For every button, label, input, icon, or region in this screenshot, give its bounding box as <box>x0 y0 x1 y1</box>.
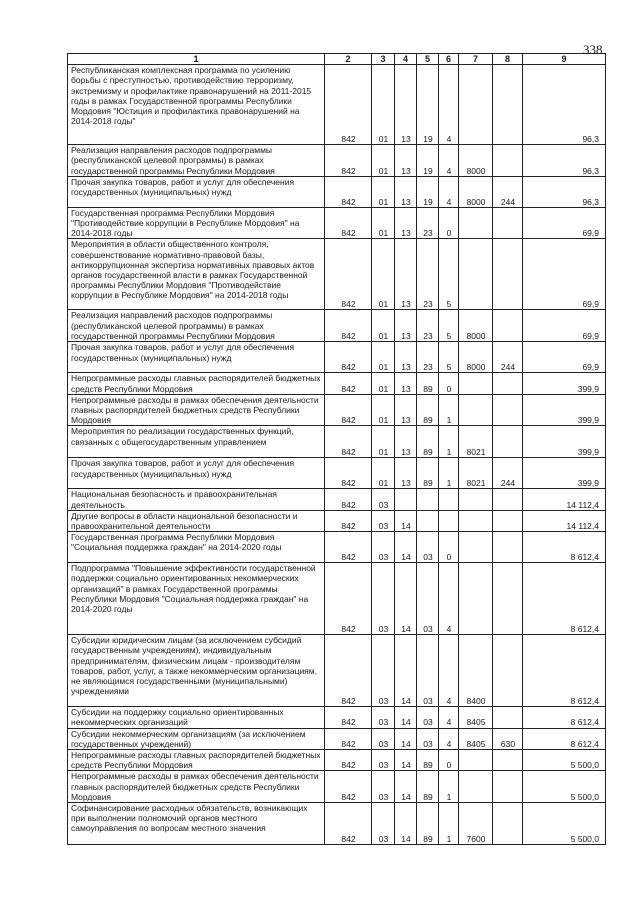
code-vr <box>493 563 523 635</box>
code-pr: 14 <box>395 510 417 531</box>
code-cs1 <box>417 489 439 510</box>
code-vr <box>493 707 523 728</box>
code-cs3: 8000 <box>459 310 493 342</box>
code-cs2: 4 <box>439 707 459 728</box>
row-description: Реализация направления расходов подпрограммы (республиканской целевой программы) в рамках государственной программы Республики Мордовия <box>68 145 325 177</box>
code-rz: 01 <box>372 458 395 489</box>
code-grbs: 842 <box>325 145 372 177</box>
code-cs1: 03 <box>417 635 439 707</box>
code-cs1: 03 <box>417 728 439 749</box>
code-pr: 13 <box>395 426 417 458</box>
code-pr: 14 <box>395 771 417 803</box>
code-cs2: 4 <box>439 176 459 207</box>
amount-cell: 69,9 <box>523 239 606 310</box>
code-rz: 01 <box>372 310 395 342</box>
code-pr: 13 <box>395 239 417 310</box>
amount-cell: 8 612,4 <box>523 728 606 749</box>
code-cs3 <box>459 750 493 771</box>
row-description: Национальная безопасность и правоохранительная деятельность <box>68 489 325 510</box>
code-cs1: 19 <box>417 145 439 177</box>
code-rz: 01 <box>372 207 395 239</box>
row-description: Республиканская комплексная программа по усилению борьбы с преступностью, противодействию терроризму, экстремизму и профилактике правонарушений на 2011-2015 годы в рамках Государственной программы Республики Мордовия "Юстиция и профилактика правонарушений на 2014-2018 годы" <box>68 65 325 145</box>
code-cs3 <box>459 771 493 803</box>
code-grbs: 842 <box>325 426 372 458</box>
table-row <box>68 145 606 177</box>
table-row <box>68 563 606 635</box>
amount-cell: 399,9 <box>523 394 606 426</box>
code-cs3 <box>459 510 493 531</box>
code-rz: 01 <box>372 145 395 177</box>
code-cs1: 89 <box>417 373 439 394</box>
code-cs3: 8000 <box>459 176 493 207</box>
table-row <box>68 394 606 426</box>
code-rz: 01 <box>372 65 395 145</box>
code-pr: 13 <box>395 207 417 239</box>
amount-cell: 399,9 <box>523 426 606 458</box>
code-grbs: 842 <box>325 563 372 635</box>
table-row <box>68 728 606 749</box>
code-vr <box>493 426 523 458</box>
amount-cell: 8 612,4 <box>523 707 606 728</box>
code-vr <box>493 239 523 310</box>
code-cs2: 0 <box>439 532 459 563</box>
table-row <box>68 489 606 510</box>
code-cs2: 4 <box>439 563 459 635</box>
code-cs1: 19 <box>417 65 439 145</box>
col-header: 5 <box>417 54 439 65</box>
code-grbs: 842 <box>325 239 372 310</box>
code-vr <box>493 750 523 771</box>
code-cs2: 1 <box>439 803 459 845</box>
row-description: Мероприятия по реализации государственных функций, связанных с общегосударственным управлением <box>68 426 325 458</box>
code-cs1: 89 <box>417 394 439 426</box>
code-pr: 14 <box>395 728 417 749</box>
code-vr <box>493 65 523 145</box>
code-grbs: 842 <box>325 771 372 803</box>
amount-cell: 8 612,4 <box>523 635 606 707</box>
code-grbs: 842 <box>325 532 372 563</box>
code-vr <box>493 310 523 342</box>
table-row <box>68 803 606 845</box>
code-rz: 01 <box>372 373 395 394</box>
code-cs2: 0 <box>439 750 459 771</box>
code-cs2: 4 <box>439 728 459 749</box>
row-description: Государственная программа Республики Мордовия "Противодействие коррупции в Республике Мордовия" на 2014-2018 годы <box>68 207 325 239</box>
code-vr <box>493 510 523 531</box>
code-cs1: 23 <box>417 310 439 342</box>
code-rz: 03 <box>372 489 395 510</box>
code-cs2 <box>439 489 459 510</box>
code-cs1: 89 <box>417 458 439 489</box>
budget-table <box>67 53 606 845</box>
row-description: Прочая закупка товаров, работ и услуг для обеспечения государственных (муниципальных) нужд <box>68 342 325 373</box>
code-vr <box>493 207 523 239</box>
code-cs2: 1 <box>439 458 459 489</box>
amount-cell: 69,9 <box>523 342 606 373</box>
code-vr <box>493 771 523 803</box>
code-cs2: 5 <box>439 239 459 310</box>
col-header: 2 <box>325 54 372 65</box>
code-cs3 <box>459 532 493 563</box>
code-vr <box>493 489 523 510</box>
code-pr: 13 <box>395 145 417 177</box>
code-cs3: 8405 <box>459 728 493 749</box>
code-vr <box>493 532 523 563</box>
code-pr: 14 <box>395 707 417 728</box>
code-grbs: 842 <box>325 635 372 707</box>
code-cs2: 4 <box>439 65 459 145</box>
code-grbs: 842 <box>325 176 372 207</box>
code-cs2: 1 <box>439 426 459 458</box>
table-row <box>68 771 606 803</box>
code-rz: 03 <box>372 707 395 728</box>
code-rz: 01 <box>372 426 395 458</box>
code-rz: 01 <box>372 394 395 426</box>
col-header: 1 <box>68 54 325 65</box>
code-cs2: 1 <box>439 394 459 426</box>
row-description: Непрограммные расходы главных распорядителей бюджетных средств Республики Мордовия <box>68 750 325 771</box>
code-pr: 13 <box>395 458 417 489</box>
code-cs3 <box>459 207 493 239</box>
code-cs3 <box>459 239 493 310</box>
code-pr <box>395 489 417 510</box>
table-row <box>68 707 606 728</box>
code-cs2: 1 <box>439 771 459 803</box>
table-row <box>68 65 606 145</box>
code-grbs: 842 <box>325 728 372 749</box>
code-vr: 244 <box>493 176 523 207</box>
code-cs2: 5 <box>439 342 459 373</box>
code-cs2: 4 <box>439 145 459 177</box>
row-description: Субсидии юридическим лицам (за исключением субсидий государственным учреждениям), индивидуальным предпринимателям, физическим лицам - производителям товаров, работ, услуг, а также некоммерческим организациям, не являющимся государственными (муниципальными) учреждениями <box>68 635 325 707</box>
code-grbs: 842 <box>325 707 372 728</box>
code-vr <box>493 394 523 426</box>
code-pr: 14 <box>395 803 417 845</box>
table-row <box>68 373 606 394</box>
code-pr: 14 <box>395 563 417 635</box>
code-cs3 <box>459 563 493 635</box>
amount-cell: 8 612,4 <box>523 532 606 563</box>
code-vr: 630 <box>493 728 523 749</box>
code-cs3 <box>459 373 493 394</box>
code-grbs: 842 <box>325 510 372 531</box>
code-grbs: 842 <box>325 458 372 489</box>
code-cs2: 0 <box>439 207 459 239</box>
code-cs1: 23 <box>417 239 439 310</box>
amount-cell: 96,3 <box>523 65 606 145</box>
table-row <box>68 750 606 771</box>
code-cs1: 23 <box>417 207 439 239</box>
code-cs3: 8000 <box>459 145 493 177</box>
code-rz: 01 <box>372 239 395 310</box>
amount-cell: 5 500,0 <box>523 750 606 771</box>
header-row <box>68 54 606 65</box>
row-description: Субсидии на поддержку социально ориентированных некоммерческих организаций <box>68 707 325 728</box>
code-cs3: 8021 <box>459 458 493 489</box>
code-rz: 03 <box>372 510 395 531</box>
row-description: Прочая закупка товаров, работ и услуг для обеспечения государственных (муниципальных) нужд <box>68 458 325 489</box>
code-cs1: 89 <box>417 771 439 803</box>
col-header: 7 <box>459 54 493 65</box>
code-rz: 03 <box>372 532 395 563</box>
row-description: Реализация направлений расходов подпрограммы (республиканской целевой программы) в рамках государственной программы Республики Мордовия <box>68 310 325 342</box>
code-pr: 14 <box>395 635 417 707</box>
row-description: Другие вопросы в области национальной безопасности и правоохранительной деятельности <box>68 510 325 531</box>
amount-cell: 8 612,4 <box>523 563 606 635</box>
code-rz: 03 <box>372 771 395 803</box>
code-cs1 <box>417 510 439 531</box>
code-cs2: 0 <box>439 373 459 394</box>
code-cs2: 5 <box>439 310 459 342</box>
code-cs3: 8405 <box>459 707 493 728</box>
code-cs1: 03 <box>417 707 439 728</box>
amount-cell: 96,3 <box>523 145 606 177</box>
table-row <box>68 635 606 707</box>
table-row <box>68 342 606 373</box>
code-grbs: 842 <box>325 310 372 342</box>
row-description: Софинансирование расходных обязательств, возникающих при выполнении полномочий органов местного самоуправления по вопросам местного значения <box>68 803 325 845</box>
table-row <box>68 310 606 342</box>
code-grbs: 842 <box>325 342 372 373</box>
code-rz: 03 <box>372 803 395 845</box>
amount-cell: 5 500,0 <box>523 771 606 803</box>
code-pr: 13 <box>395 310 417 342</box>
table-row <box>68 426 606 458</box>
amount-cell: 69,9 <box>523 310 606 342</box>
code-grbs: 842 <box>325 750 372 771</box>
amount-cell: 399,9 <box>523 458 606 489</box>
code-cs1: 89 <box>417 750 439 771</box>
code-grbs: 842 <box>325 803 372 845</box>
code-vr <box>493 373 523 394</box>
row-description: Государственная программа Республики Мордовия "Социальная поддержка граждан" на 2014-2020 годы <box>68 532 325 563</box>
code-pr: 14 <box>395 532 417 563</box>
row-description: Подпрограмма "Повышение эффективности государственной поддержки социально ориентированных некоммерческих организаций" в рамках Государственной программы Республики Мордовия "Социальная поддержка граждан" на 2014-2020 годы <box>68 563 325 635</box>
code-cs3 <box>459 394 493 426</box>
code-cs1: 23 <box>417 342 439 373</box>
code-cs1: 03 <box>417 563 439 635</box>
code-cs3 <box>459 65 493 145</box>
code-pr: 14 <box>395 750 417 771</box>
row-description: Непрограммные расходы в рамках обеспечения деятельности главных распорядителей бюджетных средств Республики Мордовия <box>68 394 325 426</box>
code-rz: 03 <box>372 728 395 749</box>
code-cs2 <box>439 510 459 531</box>
code-rz: 01 <box>372 176 395 207</box>
amount-cell: 96,3 <box>523 176 606 207</box>
amount-cell: 5 500,0 <box>523 803 606 845</box>
row-description: Субсидии некоммерческим организациям (за исключением государственных учреждений) <box>68 728 325 749</box>
table-row <box>68 532 606 563</box>
code-rz: 03 <box>372 563 395 635</box>
code-cs3 <box>459 489 493 510</box>
table-row <box>68 510 606 531</box>
row-description: Непрограммные расходы главных распорядителей бюджетных средств Республики Мордовия <box>68 373 325 394</box>
code-vr: 244 <box>493 458 523 489</box>
code-vr <box>493 145 523 177</box>
code-rz: 01 <box>372 342 395 373</box>
amount-cell: 14 112,4 <box>523 489 606 510</box>
code-pr: 13 <box>395 65 417 145</box>
amount-cell: 399,9 <box>523 373 606 394</box>
code-rz: 03 <box>372 750 395 771</box>
code-grbs: 842 <box>325 394 372 426</box>
col-header: 3 <box>372 54 395 65</box>
code-cs3: 8000 <box>459 342 493 373</box>
code-vr <box>493 635 523 707</box>
table-row <box>68 239 606 310</box>
col-header: 4 <box>395 54 417 65</box>
code-cs1: 19 <box>417 176 439 207</box>
code-grbs: 842 <box>325 373 372 394</box>
code-cs1: 89 <box>417 803 439 845</box>
code-pr: 13 <box>395 176 417 207</box>
table-row <box>68 207 606 239</box>
code-cs3: 8400 <box>459 635 493 707</box>
col-header: 6 <box>439 54 459 65</box>
table-row <box>68 458 606 489</box>
amount-cell: 69,9 <box>523 207 606 239</box>
code-vr: 244 <box>493 342 523 373</box>
page-number: 338 <box>583 42 603 57</box>
code-pr: 13 <box>395 373 417 394</box>
code-cs2: 4 <box>439 635 459 707</box>
code-grbs: 842 <box>325 65 372 145</box>
code-grbs: 842 <box>325 207 372 239</box>
code-vr <box>493 803 523 845</box>
code-cs3: 8021 <box>459 426 493 458</box>
code-cs3: 7600 <box>459 803 493 845</box>
col-header: 8 <box>493 54 523 65</box>
row-description: Мероприятия в области общественного контроля, совершенствование нормативно-правовой базы, антикоррупционная экспертиза нормативных правовых актов органов государственной власти в рамках Государственной программы Республики Мордовия "Противодействие коррупции в Республике Мордовия" на 2014-2018 годы <box>68 239 325 310</box>
row-description: Прочая закупка товаров, работ и услуг для обеспечения государственных (муниципальных) нужд <box>68 176 325 207</box>
code-pr: 13 <box>395 394 417 426</box>
row-description: Непрограммные расходы в рамках обеспечения деятельности главных распорядителей бюджетных средств Республики Мордовия <box>68 771 325 803</box>
col-header: 9 <box>523 54 606 65</box>
table-row <box>68 176 606 207</box>
code-rz: 03 <box>372 635 395 707</box>
code-pr: 13 <box>395 342 417 373</box>
amount-cell: 14 112,4 <box>523 510 606 531</box>
code-cs1: 03 <box>417 532 439 563</box>
code-cs1: 89 <box>417 426 439 458</box>
code-grbs: 842 <box>325 489 372 510</box>
